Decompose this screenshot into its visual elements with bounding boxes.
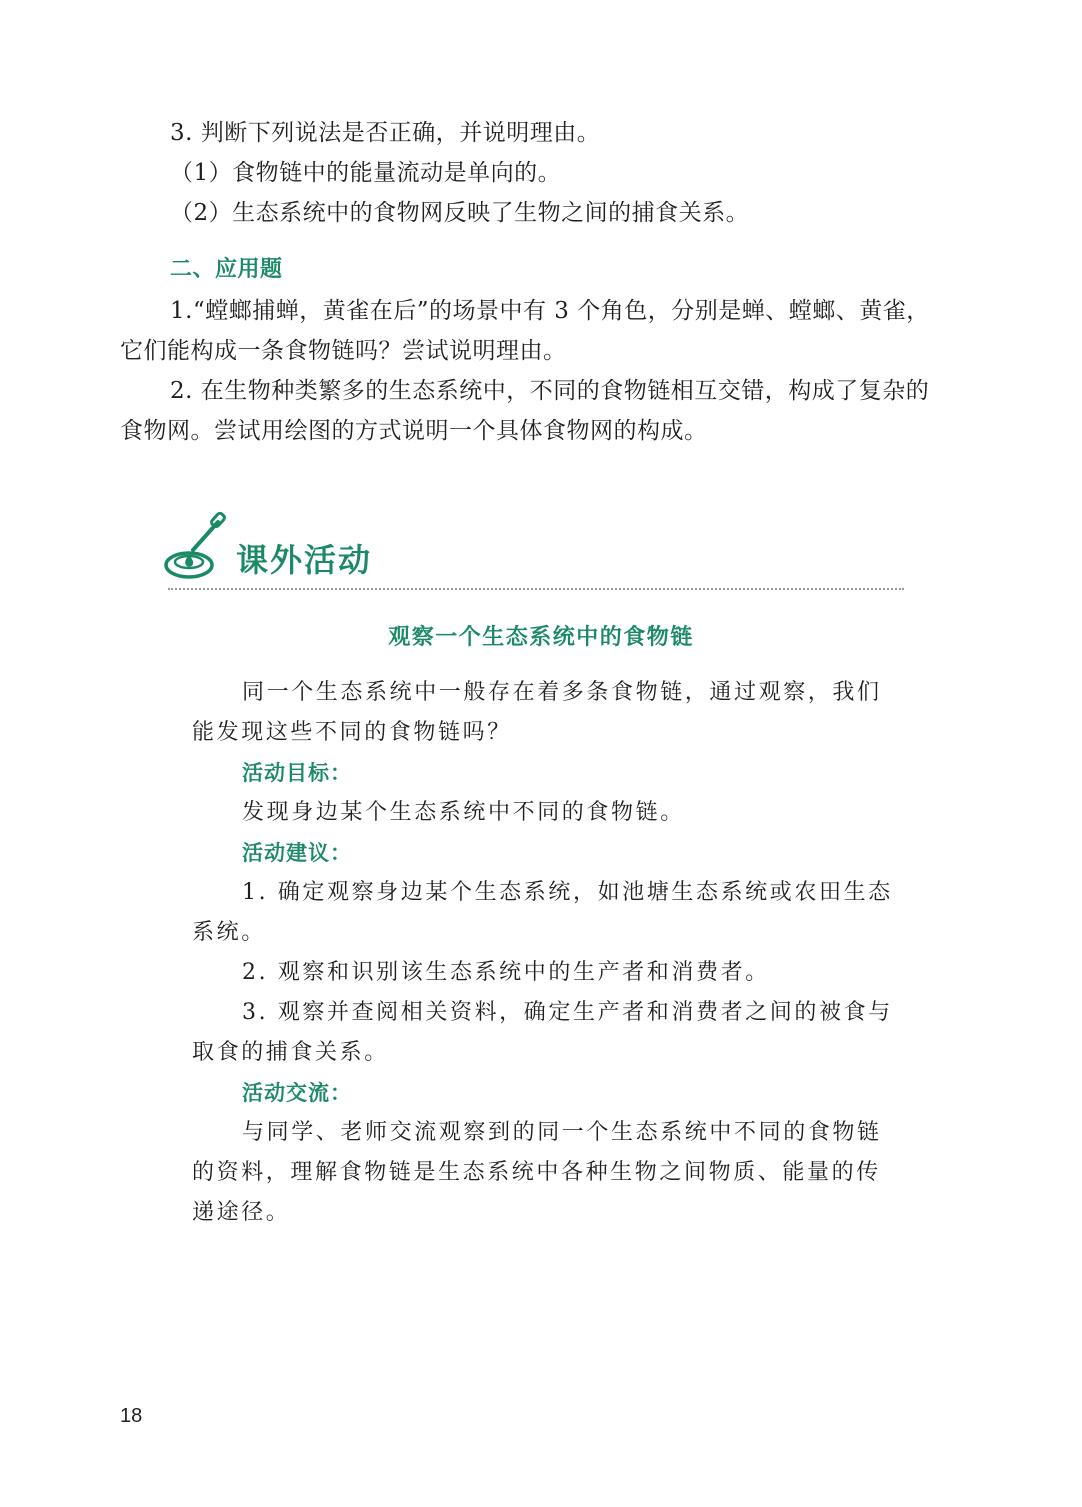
activity-intro-line-2: 能发现这些不同的食物链吗？ xyxy=(192,720,512,745)
exercise-3-2: （2）生态系统中的食物网反映了生物之间的捕食关系。 xyxy=(170,200,750,226)
section-title: 课外活动 xyxy=(236,541,373,579)
activity-intro-line-1: 同一个生态系统中一般存在着多条食物链，通过观察，我们 xyxy=(242,680,882,705)
petri-dish-dropper-icon xyxy=(162,510,234,586)
exchange-line-1: 与同学、老师交流观察到的同一个生态系统中不同的食物链 xyxy=(242,1120,882,1145)
suggestion-3-line-1: 3. 观察并查阅相关资料，确定生产者和消费者之间的被食与 xyxy=(242,1000,893,1025)
activity-goal-heading: 活动目标： xyxy=(242,761,352,785)
suggestion-2: 2. 观察和识别该生态系统中的生产者和消费者。 xyxy=(242,960,770,985)
application-2-line-1: 2. 在生物种类繁多的生态系统中，不同的食物链相互交错，构成了复杂的 xyxy=(170,378,930,404)
suggestion-1-line-2: 系统。 xyxy=(192,920,266,945)
application-1-line-2: 它们能构成一条食物链吗？尝试说明理由。 xyxy=(120,338,567,364)
suggestion-1-line-1: 1. 确定观察身边某个生态系统，如池塘生态系统或农田生态 xyxy=(242,880,893,905)
exchange-line-2: 的资料，理解食物链是生态系统中各种生物之间物质、能量的传 xyxy=(192,1160,881,1185)
application-2-line-2: 食物网。尝试用绘图的方式说明一个具体食物网的构成。 xyxy=(120,418,708,444)
section-heading-application: 二、应用题 xyxy=(170,257,283,282)
section-divider xyxy=(168,588,904,590)
application-1-line-1: 1.“螳螂捕蝉，黄雀在后”的场景中有 3 个角色，分别是蝉、螳螂、黄雀， xyxy=(170,298,930,324)
activity-exchange-heading: 活动交流： xyxy=(242,1081,352,1105)
page-number: 18 xyxy=(120,1405,143,1427)
activity-title: 观察一个生态系统中的食物链 xyxy=(388,625,694,650)
activity-goal-text: 发现身边某个生态系统中不同的食物链。 xyxy=(242,800,685,825)
activity-suggestion-heading: 活动建议： xyxy=(242,841,352,865)
exercise-3: 3. 判断下列说法是否正确，并说明理由。 xyxy=(170,120,601,146)
suggestion-3-line-2: 取食的捕食关系。 xyxy=(192,1040,389,1065)
exercise-3-1: （1）食物链中的能量流动是单向的。 xyxy=(170,160,562,186)
exchange-line-3: 递途径。 xyxy=(192,1200,291,1225)
